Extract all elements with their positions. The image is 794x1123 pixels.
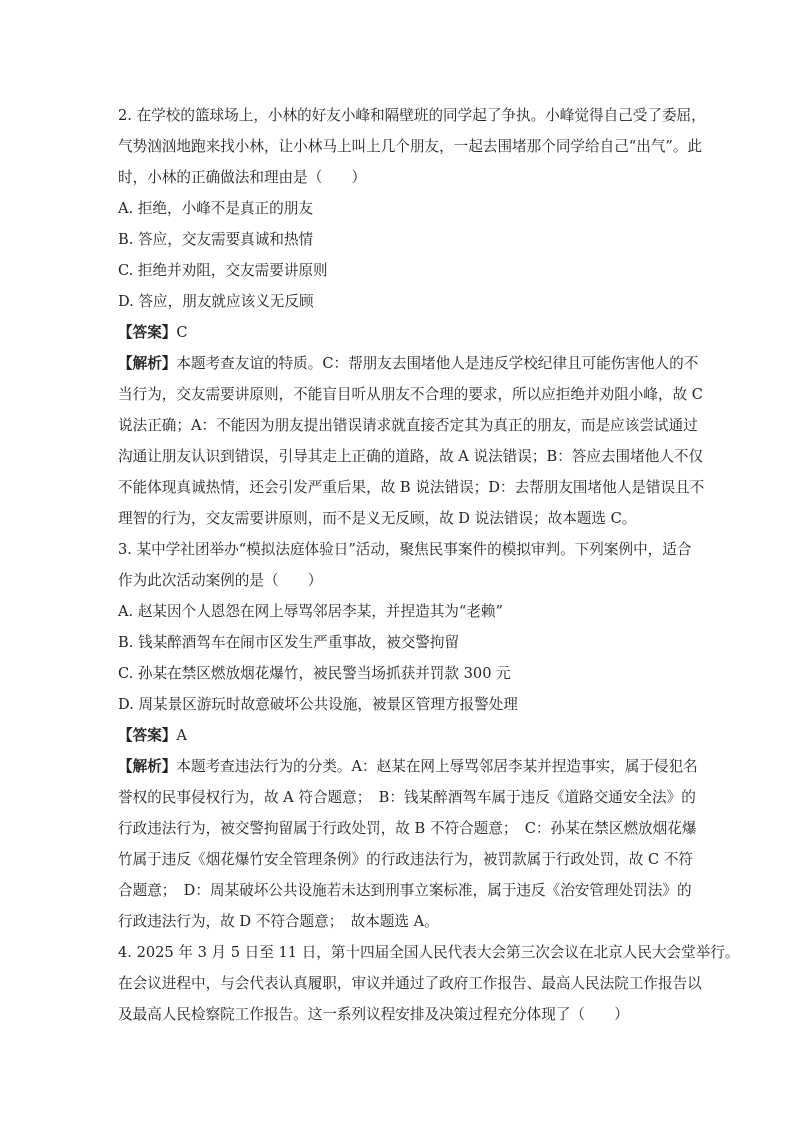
option-c: C. 孙某在禁区燃放烟花爆竹，被民警当场抓获并罚款 300 元 [118, 665, 511, 682]
analysis-line: 行政违法行为，被交警拘留属于行政处罚，故 B 不符合题意； C：孙某在禁区燃放烟花爆 [118, 820, 697, 837]
option-d: D. 答应，朋友就应该义无反顾 [118, 293, 314, 310]
analysis-line: 竹属于违反《烟花爆竹安全管理条例》的行政违法行为，被罚款属于行政处罚，故 C 不符 [118, 851, 694, 868]
analysis-line: 不能体现真诚热情，还会引发严重后果，故 B 说法错误；D：去帮朋友围堵他人是错误且不 [118, 479, 705, 496]
option-a: A. 拒绝，小峰不是真正的朋友 [118, 200, 313, 217]
analysis-line: 说法正确；A：不能因为朋友提出错误请求就直接否定其为真正的朋友，而是应该尝试通过 [118, 417, 698, 434]
analysis-line: 当行为，交友需要讲原则，不能盲目听从朋友不合理的要求，所以应拒绝并劝阻小峰，故 C [118, 386, 703, 403]
answer-tag: 【答案】 [118, 727, 177, 744]
option-c: C. 拒绝并劝阻，交友需要讲原则 [118, 262, 328, 279]
analysis-text: 本题考查违法行为的分类。A：赵某在网上辱骂邻居李某并捏造事实，属于侵犯名 [176, 758, 698, 775]
analysis-line [118, 751, 698, 782]
answer-value: A [176, 727, 187, 744]
option-b: B. 答应，交友需要真诚和热情 [118, 231, 314, 248]
question-2 [118, 100, 706, 534]
option-b: B. 钱某醉酒驾车在闹市区发生严重事故，被交警拘留 [118, 634, 460, 651]
question-stem-line: 2. 在学校的篮球场上，小林的好友小峰和隔壁班的同学起了争执。小峰觉得自己受了委屈， [118, 107, 706, 124]
question-stem-line: 气势汹汹地跑来找小林，让小林马上叫上几个朋友，一起去围堵那个同学给自己“出气”。此 [118, 138, 703, 155]
answer-tag: 【答案】 [118, 324, 177, 341]
analysis-line: 合题意； D：周某破坏公共设施若未达到刑事立案标准，属于违反《治安管理处罚法》的 [118, 882, 692, 899]
question-stem-line: 在会议进程中，与会代表认真履职，审议并通过了政府工作报告、最高人民法院工作报告以 [118, 975, 702, 992]
analysis-line: 誉权的民事侵权行为，故 A 符合题意； B：钱某醉酒驾车属于违反《道路交通安全法》的 [118, 789, 696, 806]
analysis-tag: 【解析】 [118, 758, 177, 775]
analysis-text: 本题考查友谊的特质。C：帮朋友去围堵他人是违反学校纪律且可能伤害他人的不 [176, 355, 699, 372]
question-stem-line: 时，小林的正确做法和理由是（ ） [118, 169, 367, 186]
question-stem-line: 3. 某中学社团举办“模拟法庭体验日”活动，聚焦民事案件的模拟审判。下列案例中，适合 [118, 541, 692, 558]
option-d: D. 周某景区游玩时故意破坏公共设施，被景区管理方报警处理 [118, 696, 518, 713]
question-3 [118, 534, 698, 937]
answer-value: C [176, 324, 188, 341]
option-a: A. 赵某因个人恩怨在网上辱骂邻居李某，并捏造其为“老赖” [118, 603, 503, 620]
analysis-line [118, 348, 699, 379]
question-4 [118, 937, 740, 1030]
answer-line [118, 720, 678, 751]
analysis-line: 理智的行为，交友需要讲原则，而不是义无反顾，故 D 说法错误；故本题选 C。 [118, 510, 637, 527]
answer-line [118, 317, 678, 348]
analysis-line: 行政违法行为，故 D 不符合题意； 故本题选 A。 [118, 913, 439, 930]
analysis-tag: 【解析】 [118, 355, 177, 372]
question-stem-line: 及最高人民检察院工作报告。这一系列议程安排及决策过程充分体现了（ ） [118, 1006, 629, 1023]
analysis-line: 沟通让朋友认识到错误，引导其走上正确的道路，故 A 说法错误；B：答应去围堵他人不仅 [118, 448, 704, 465]
question-stem-line: 作为此次活动案例的是（ ） [118, 572, 323, 589]
question-stem-line: 4. 2025 年 3 月 5 日至 11 日，第十四届全国人民代表大会第三次会议在北京人民大会堂举行。 [118, 944, 740, 961]
document-content [118, 100, 740, 1030]
